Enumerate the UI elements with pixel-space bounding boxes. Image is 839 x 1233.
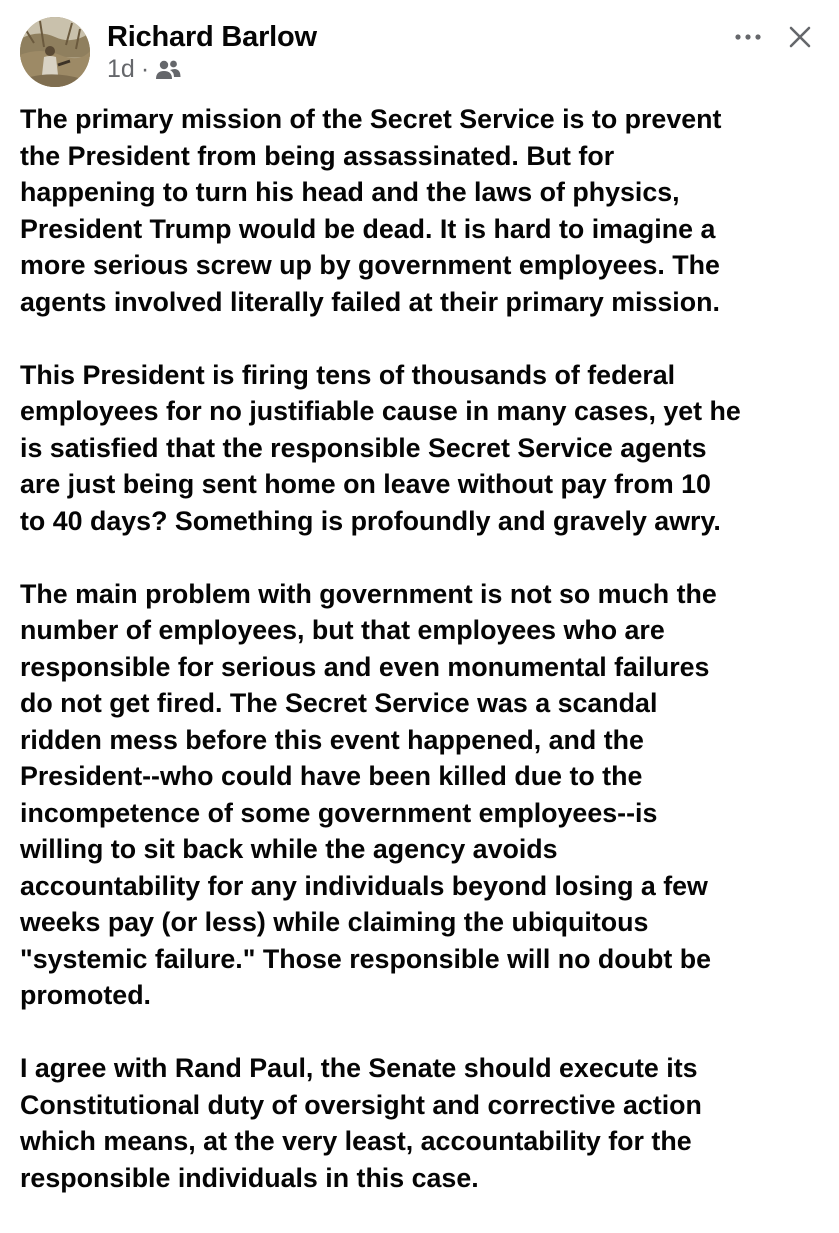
post-paragraph-4 [20,1050,820,1196]
text-line: President Trump would be dead. It is hard to imagine a [20,213,716,244]
text-line: number of employees, but that employees who are [20,615,665,645]
text-line: to 40 days? Something is profoundly and gravely awry. [20,505,721,536]
text-line: promoted. [20,980,152,1010]
close-button[interactable] [780,19,820,55]
post-timestamp[interactable]: 1d [107,55,135,83]
text-line: ridden mess before this event happened, and the [20,724,644,755]
text-line: more serious screw up by government employees. The [20,250,720,280]
text-line: happening to turn his head and the laws of physics, [20,177,680,207]
text-line: accountability for any individuals beyond losing a few [20,870,708,901]
text-line: "systemic failure." Those responsible will no doubt be [20,943,712,974]
meta-separator: · [140,55,150,83]
friends-icon [155,59,181,81]
more-options-button[interactable] [728,19,768,55]
text-line: This President is firing tens of thousands of federal [20,359,676,390]
text-line: are just being sent home on leave without pay from 10 [20,469,711,499]
post-header [20,17,820,89]
text-line: The primary mission of the Secret Service is to prevent [20,104,722,134]
text-line: the President from being assassinated. But for [20,140,615,171]
text-line: is satisfied that the responsible Secret Service agents [20,432,707,463]
text-line: I agree with Rand Paul, the Senate should execute its [20,1053,698,1083]
avatar[interactable] [20,17,90,87]
text-line: responsible for serious and even monumental failures [20,651,710,682]
post-paragraph-1 [20,101,820,320]
text-line: President--who could have been killed due to the [20,761,643,791]
text-line: incompetence of some government employees--is [20,797,658,828]
text-line: agents involved literally failed at their primary mission. [20,286,720,317]
more-horizontal-icon [734,33,762,41]
text-line: responsible individuals in this case. [20,1162,479,1193]
post-paragraph-3 [20,576,820,1014]
text-line: Constitutional duty of oversight and corrective action [20,1089,702,1120]
post-meta [107,55,181,84]
post-body [20,101,820,1233]
text-line: willing to sit back while the agency avoids [20,834,558,864]
author-name[interactable]: Richard Barlow [107,21,317,53]
post-paragraph-2 [20,357,820,540]
header-actions [728,19,820,55]
text-line: The main problem with government is not so much the [20,578,717,609]
text-line: which means, at the very least, accountability for the [20,1126,692,1156]
close-icon [788,25,812,49]
text-line: weeks pay (or less) while claiming the ubiquitous [20,907,649,937]
text-line: employees for no justifiable cause in many cases, yet he [20,396,741,426]
avatar-photo [20,17,90,87]
text-line: do not get fired. The Secret Service was a scandal [20,688,658,718]
